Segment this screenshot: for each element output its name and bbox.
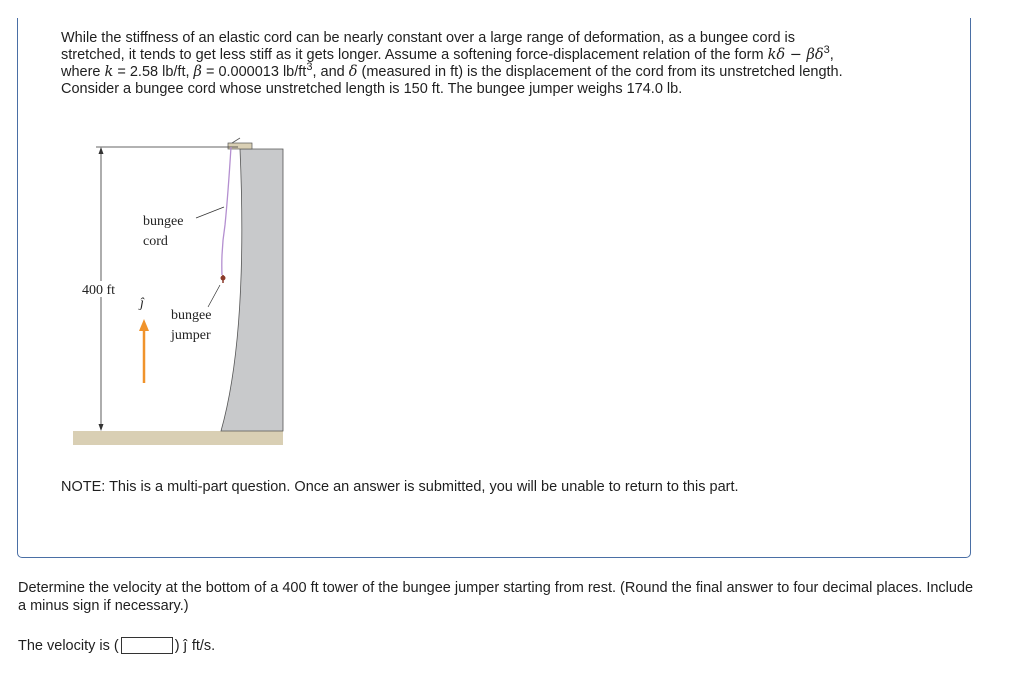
velocity-input[interactable]: [121, 637, 173, 654]
k-value: = 2.58 lb/ft,: [113, 64, 194, 80]
delta-description: (measured in ft) is the displacement of the cord from its unstretched length.: [357, 64, 843, 80]
problem-statement: [61, 30, 941, 98]
beta-symbol: β: [193, 64, 202, 80]
height-arrow-bottom: [99, 424, 104, 431]
ground: [73, 431, 283, 445]
height-arrow-top: [99, 147, 104, 154]
problem-line-3: [61, 61, 941, 81]
answer-line: [18, 637, 215, 654]
bungee-cord: [222, 147, 231, 275]
jumper-leader-line: [208, 285, 220, 307]
force-expression: kδ − βδ: [767, 47, 824, 63]
cord-leader-line: [196, 207, 224, 218]
delta-symbol: δ: [348, 64, 358, 80]
platform-rail: [232, 138, 240, 143]
tower: [221, 149, 283, 431]
problem-line-2: [61, 44, 941, 64]
height-label: 400 ft: [82, 283, 116, 298]
jumper-label-line-1: bungee: [171, 308, 212, 323]
multi-part-note: NOTE: This is a multi-part question. Once an answer is submitted, you will be unable to return to this part.: [61, 479, 739, 495]
beta-value: = 0.000013 lb/ft: [201, 64, 307, 80]
platform: [228, 143, 252, 149]
answer-suffix: ): [174, 637, 180, 654]
k-symbol: k: [104, 64, 114, 80]
problem-line-1: While the stiffness of an elastic cord can be nearly constant over a large range of deformation, as a bungee cord is: [61, 30, 796, 46]
answer-units: ft/s.: [191, 637, 216, 654]
problem-line-2-end: ,: [829, 47, 834, 63]
unit-vector-arrow-head: [139, 319, 149, 331]
force-exponent: 3: [823, 44, 830, 57]
answer-prefix: The velocity is (: [18, 637, 119, 654]
bungee-figure: [68, 135, 288, 450]
cord-label-line-2: cord: [143, 234, 168, 249]
bungee-diagram: [68, 135, 288, 450]
problem-line-2-text: stretched, it tends to get less stiff as it gets longer. Assume a softening force-displacement relation of the form: [61, 47, 768, 63]
question-text: Determine the velocity at the bottom of a 400 ft tower of the bungee jumper starting from rest. (Round the final answer to four decimal places. Include a minus sign if necessary.): [18, 580, 974, 614]
beta-exponent: 3: [306, 61, 313, 74]
text-and: , and: [312, 64, 349, 80]
problem-line-4: Consider a bungee cord whose unstretched length is 150 ft. The bungee jumper weighs 174.0 lb.: [61, 81, 683, 97]
cord-label-line-1: bungee: [143, 214, 184, 229]
jumper-label-line-2: jumper: [171, 328, 211, 343]
text-where: where: [61, 64, 105, 80]
unit-vector-label: ĵ: [140, 296, 144, 311]
answer-unit-vector: ĵ: [183, 637, 187, 654]
